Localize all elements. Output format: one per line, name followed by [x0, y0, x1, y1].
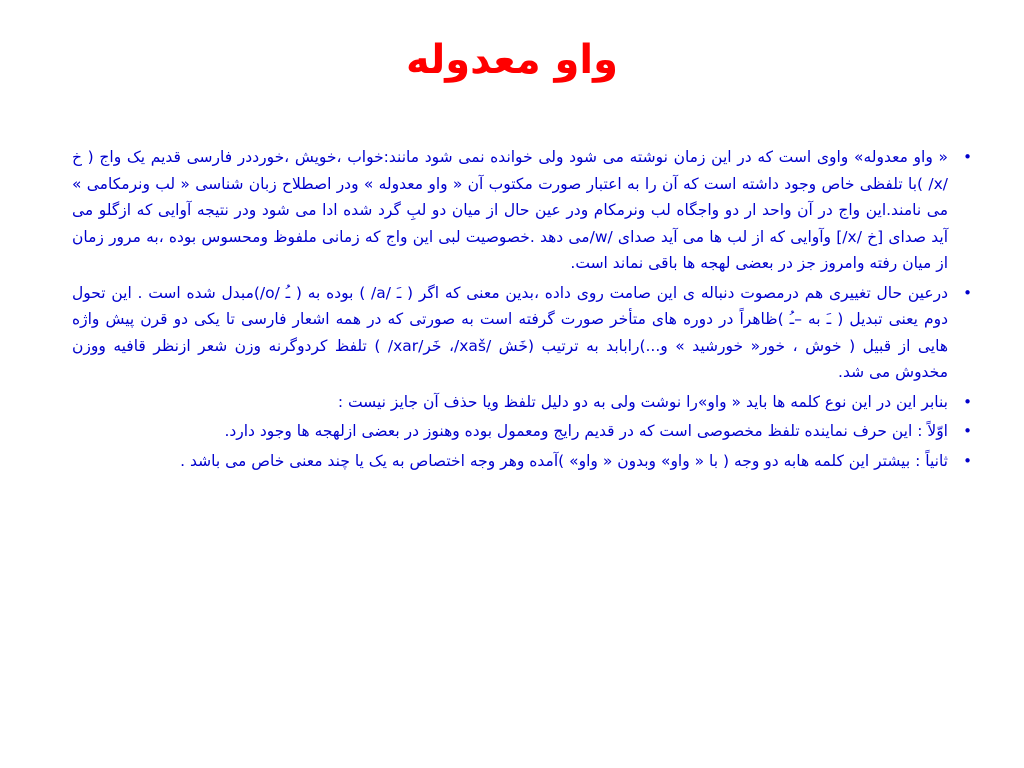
bullet-icon: • — [963, 392, 972, 411]
bullet-text: بنابر این در این نوع کلمه ها باید « واو»را نوشت ولی به دو دلیل تلفظ ویا حذف آن جایز نیست : — [337, 392, 948, 411]
bullet-item-5 — [72, 448, 972, 475]
bullet-item-3 — [72, 389, 972, 416]
bullet-text: درعین حال تغییری هم درمصوت دنباله ی این صامت روی داده ،بدین معنی که اگر ( ـَ /a/ ) بوده به ( ـُ /o/)مبدل شده است . این تحول دوم یعنی تبدیل ( ـَ به –ـُ )ظاهراً در دوره های متأخر صورت گرفته است به صورتی که در همه اشعار فارسی تا یکی دو قرن پیش واژه هایی از قبیل ( خوش ، خور« خورشید » و...)رابابد به ترتیب (خَش /xaš/، خَر/xar/ ) تلفظ کردوگرنه وزن شعر ازنظر قافیه ووزن مخدوش می شد. — [72, 283, 948, 381]
bullet-icon: • — [963, 451, 972, 470]
bullet-text: « واو معدوله» واوی است که در این زمان نوشته می شود ولی خوانده نمی شود مانند:خواب ،خویش ،خورددر فارسی قدیم یک واج ( خ /x/ )با تلفظی خاص وجود داشته است که آن را به اعتبار صورت مکتوب آن « واو معدوله » ودر اصطلاح زبان شناسی « لب ونرمکامی » می نامند.این واج در آن واحد ار دو واجگاه لب ونرمکام ودر عین حال از میان دو لبِ گرد شده ادا می شود ودر نتیجه آوایی که ازگلو می آید صدای [خ /x/] وآوایی که از لب ها می آید صدای /w/می دهد .خصوصیت لبی این واج که زمانی ملفوظ ومحسوس بوده ،به مرور زمان از میان رفته وامروز جز در بعضی لهجه ها باقی نماند است. — [72, 148, 948, 272]
bullet-list — [72, 144, 972, 477]
bullet-item-4 — [72, 418, 972, 445]
bullet-text: اوّلاً : این حرف نماینده تلفظ مخصوصی است که در قدیم رایج ومعمول بوده وهنوز در بعضی ازلهجه ها وجود دارد. — [224, 422, 948, 440]
bullet-icon: • — [963, 148, 972, 166]
bullet-icon: • — [963, 283, 972, 302]
bullet-item-2 — [72, 280, 972, 386]
slide-title: واو معدوله — [406, 37, 618, 83]
bullet-text: ثانیاً : بیشتر این کلمه هابه دو وجه ( با « واو» وبدون « واو» )آمده وهر وجه اختصاص به یک یا چند معنی خاص می باشد . — [180, 451, 948, 470]
bullet-item-1 — [72, 144, 972, 277]
bullet-icon: • — [963, 422, 972, 440]
